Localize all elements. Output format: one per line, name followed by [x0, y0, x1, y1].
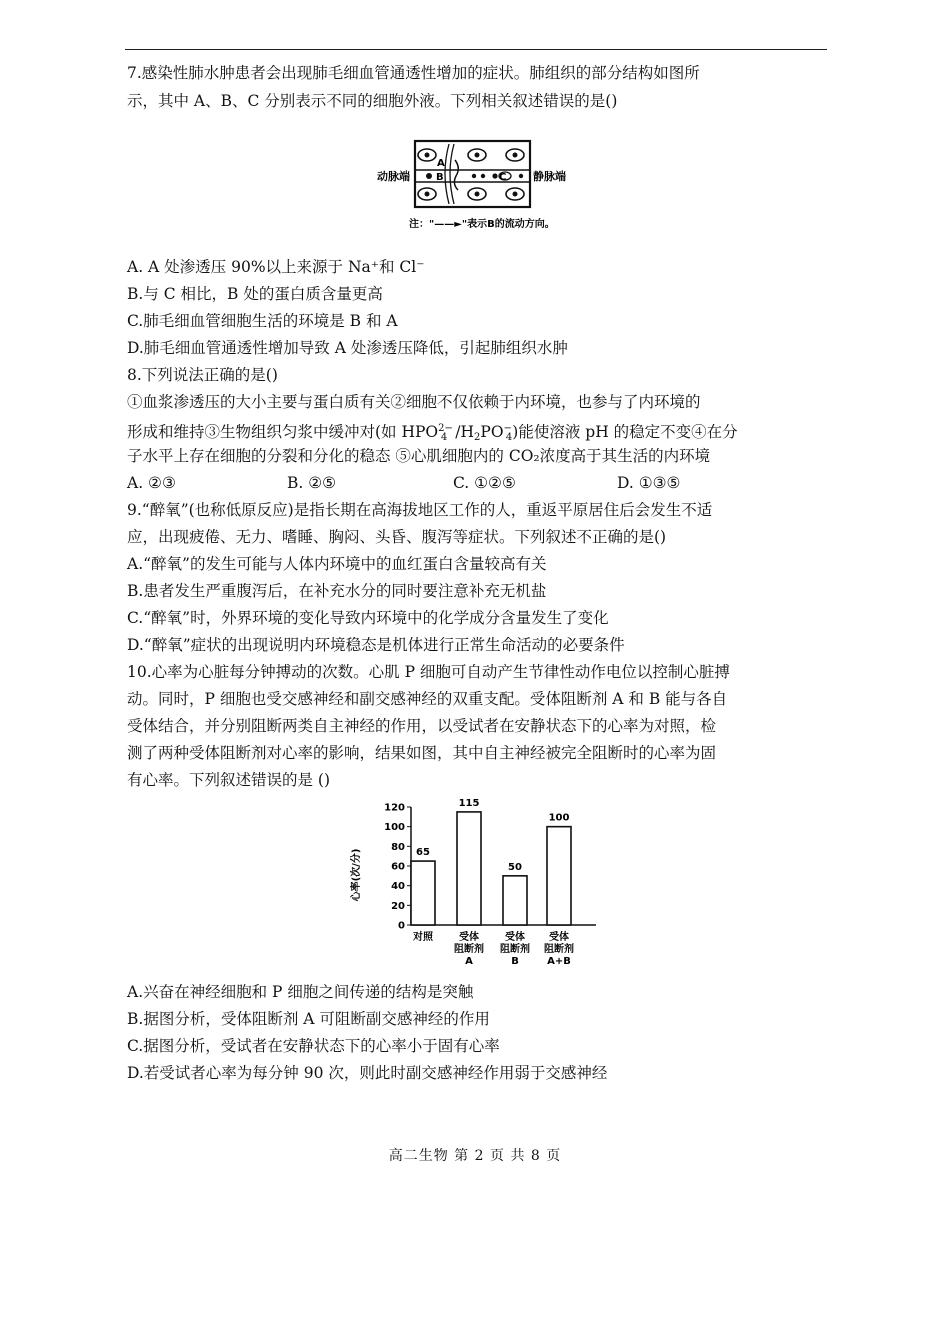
- q10-option-d: D.若受试者心率为每分钟 90 次，则此时副交感神经作用弱于交感神经: [127, 1064, 608, 1082]
- label-b: B: [436, 172, 444, 183]
- q7-option-d: D.肺毛细血管通透性增加导致 A 处渗透压降低，引起肺组织水肿: [127, 339, 568, 357]
- y-tick-label: 100: [384, 822, 405, 834]
- q9-option-a: A.“醉氧”的发生可能与人体内环境中的血红蛋白含量较高有关: [127, 555, 547, 573]
- q7-stem-line-2: 示，其中 A、B、C 分别表示不同的细胞外液。下列相关叙述错误的是(): [127, 92, 618, 110]
- q10-line-1: 10.心率为心脏每分钟搏动的次数。心肌 P 细胞可自动产生节律性动作电位以控制心脏搏: [127, 663, 730, 681]
- bar-value-label: 100: [548, 812, 570, 824]
- x-category-label: 阻断剂: [500, 944, 530, 955]
- bar: [547, 827, 571, 925]
- q9-line-2: 应，出现疲倦、无力、嗜睡、胸闷、头昏、腹泻等症状。下列叙述不正确的是(): [127, 528, 667, 546]
- y-tick-label: 20: [391, 900, 405, 912]
- header-rule: [125, 49, 827, 50]
- x-category-label: 阻断剂: [454, 944, 484, 955]
- q8-title: 8.下列说法正确的是(): [127, 366, 278, 384]
- y-tick-label: 0: [398, 920, 405, 932]
- q10-line-4: 测了两种受体阻断剂对心率的影响，结果如图，其中自主神经被完全阻断时的心率为固: [127, 744, 717, 762]
- q8-option-b: B. ②⑤: [287, 474, 337, 492]
- q10-line-3: 受体结合，并分别阻断两类自主神经的作用，以受试者在安静状态下的心率为对照，检: [127, 717, 717, 735]
- q8-line-1: ①血浆渗透压的大小主要与蛋白质有关②细胞不仅依赖于内环境，也参与了内环境的: [127, 393, 701, 411]
- bar-value-label: 115: [458, 797, 480, 809]
- x-category-label: 受体: [549, 932, 569, 943]
- label-c: C: [499, 172, 507, 183]
- q9-option-b: B.患者发生严重腹泻后，在补充水分的同时要注意补充无机盐: [127, 582, 547, 600]
- q7-stem-line-1: 7.感染性肺水肿患者会出现肺毛细血管通透性增加的症状。肺组织的部分结构如图所: [127, 64, 700, 82]
- x-category-label: 受体: [505, 932, 525, 943]
- q8-option-d: D. ①③⑤: [617, 474, 681, 492]
- arterial-end-label: 动脉端: [377, 170, 410, 183]
- y-tick-label: 80: [391, 841, 405, 853]
- y-tick-label: 60: [391, 861, 405, 873]
- q10-line-2: 动。同时，P 细胞也受交感神经和副交感神经的双重支配。受体阻断剂 A 和 B 能与各自: [127, 690, 728, 708]
- q10-option-c: C.据图分析，受试者在安静状态下的心率小于固有心率: [127, 1037, 500, 1055]
- q7-option-b: B.与 C 相比，B 处的蛋白质含量更高: [127, 285, 383, 303]
- bar: [503, 876, 527, 925]
- q9-line-1: 9.“醉氧”(也称低原反应)是指长期在高海拔地区工作的人，重返平原居住后会发生不适: [127, 501, 713, 519]
- x-category-label: 阻断剂: [544, 944, 574, 955]
- x-category-label: 受体: [459, 932, 479, 943]
- figure-note: 注："——►"表示B的流动方向。: [409, 219, 555, 230]
- heart-rate-bar-chart: [345, 793, 605, 978]
- q10-option-a: A.兴奋在神经细胞和 P 细胞之间传递的结构是突触: [127, 983, 474, 1001]
- q10-line-5: 有心率。下列叙述错误的是 (): [127, 771, 331, 789]
- q9-option-c: C.“醉氧”时，外界环境的变化导致内环境中的化学成分含量发生了变化: [127, 609, 609, 627]
- label-a: A: [437, 158, 445, 169]
- q8-option-a: A. ②③: [127, 474, 176, 492]
- q7-option-c: C.肺毛细血管细胞生活的环境是 B 和 A: [127, 312, 398, 330]
- x-category-label: A+B: [547, 956, 571, 967]
- y-tick-label: 40: [391, 881, 405, 893]
- q9-option-d: D.“醉氧”症状的出现说明内环境稳态是机体进行正常生命活动的必要条件: [127, 636, 625, 654]
- q7-option-a: A. A 处渗透压 90%以上来源于 Na⁺和 Cl⁻: [127, 258, 425, 276]
- y-tick-label: 120: [384, 802, 405, 814]
- y-axis-label: 心率(次/分): [351, 848, 362, 902]
- bar-value-label: 50: [508, 861, 522, 873]
- q8-option-c: C. ①②⑤: [453, 474, 516, 492]
- x-category-label: 对照: [413, 932, 433, 943]
- x-category-label: A: [465, 956, 473, 967]
- venous-end-label: 静脉端: [533, 170, 566, 183]
- q8-line-2: 形成和维持③生物组织匀浆中缓冲对(如 $HPO^{2-}_4$ $/H_2PO^-_4$)能使溶液 pH 的稳定不变④在分: [127, 423, 738, 443]
- bar: [411, 861, 435, 925]
- lung-tissue-figure: [375, 138, 575, 235]
- bar-value-label: 65: [416, 847, 430, 859]
- x-category-label: B: [511, 956, 519, 967]
- page-footer: 高二生物 第 2 页 共 8 页: [388, 1148, 562, 1164]
- bar: [457, 812, 481, 925]
- q8-line-3: 子水平上存在细胞的分裂和分化的稳态 ⑤心肌细胞内的 CO₂浓度高于其生活的内环境: [127, 447, 711, 465]
- q10-option-b: B.据图分析，受体阻断剂 A 可阻断副交感神经的作用: [127, 1010, 490, 1028]
